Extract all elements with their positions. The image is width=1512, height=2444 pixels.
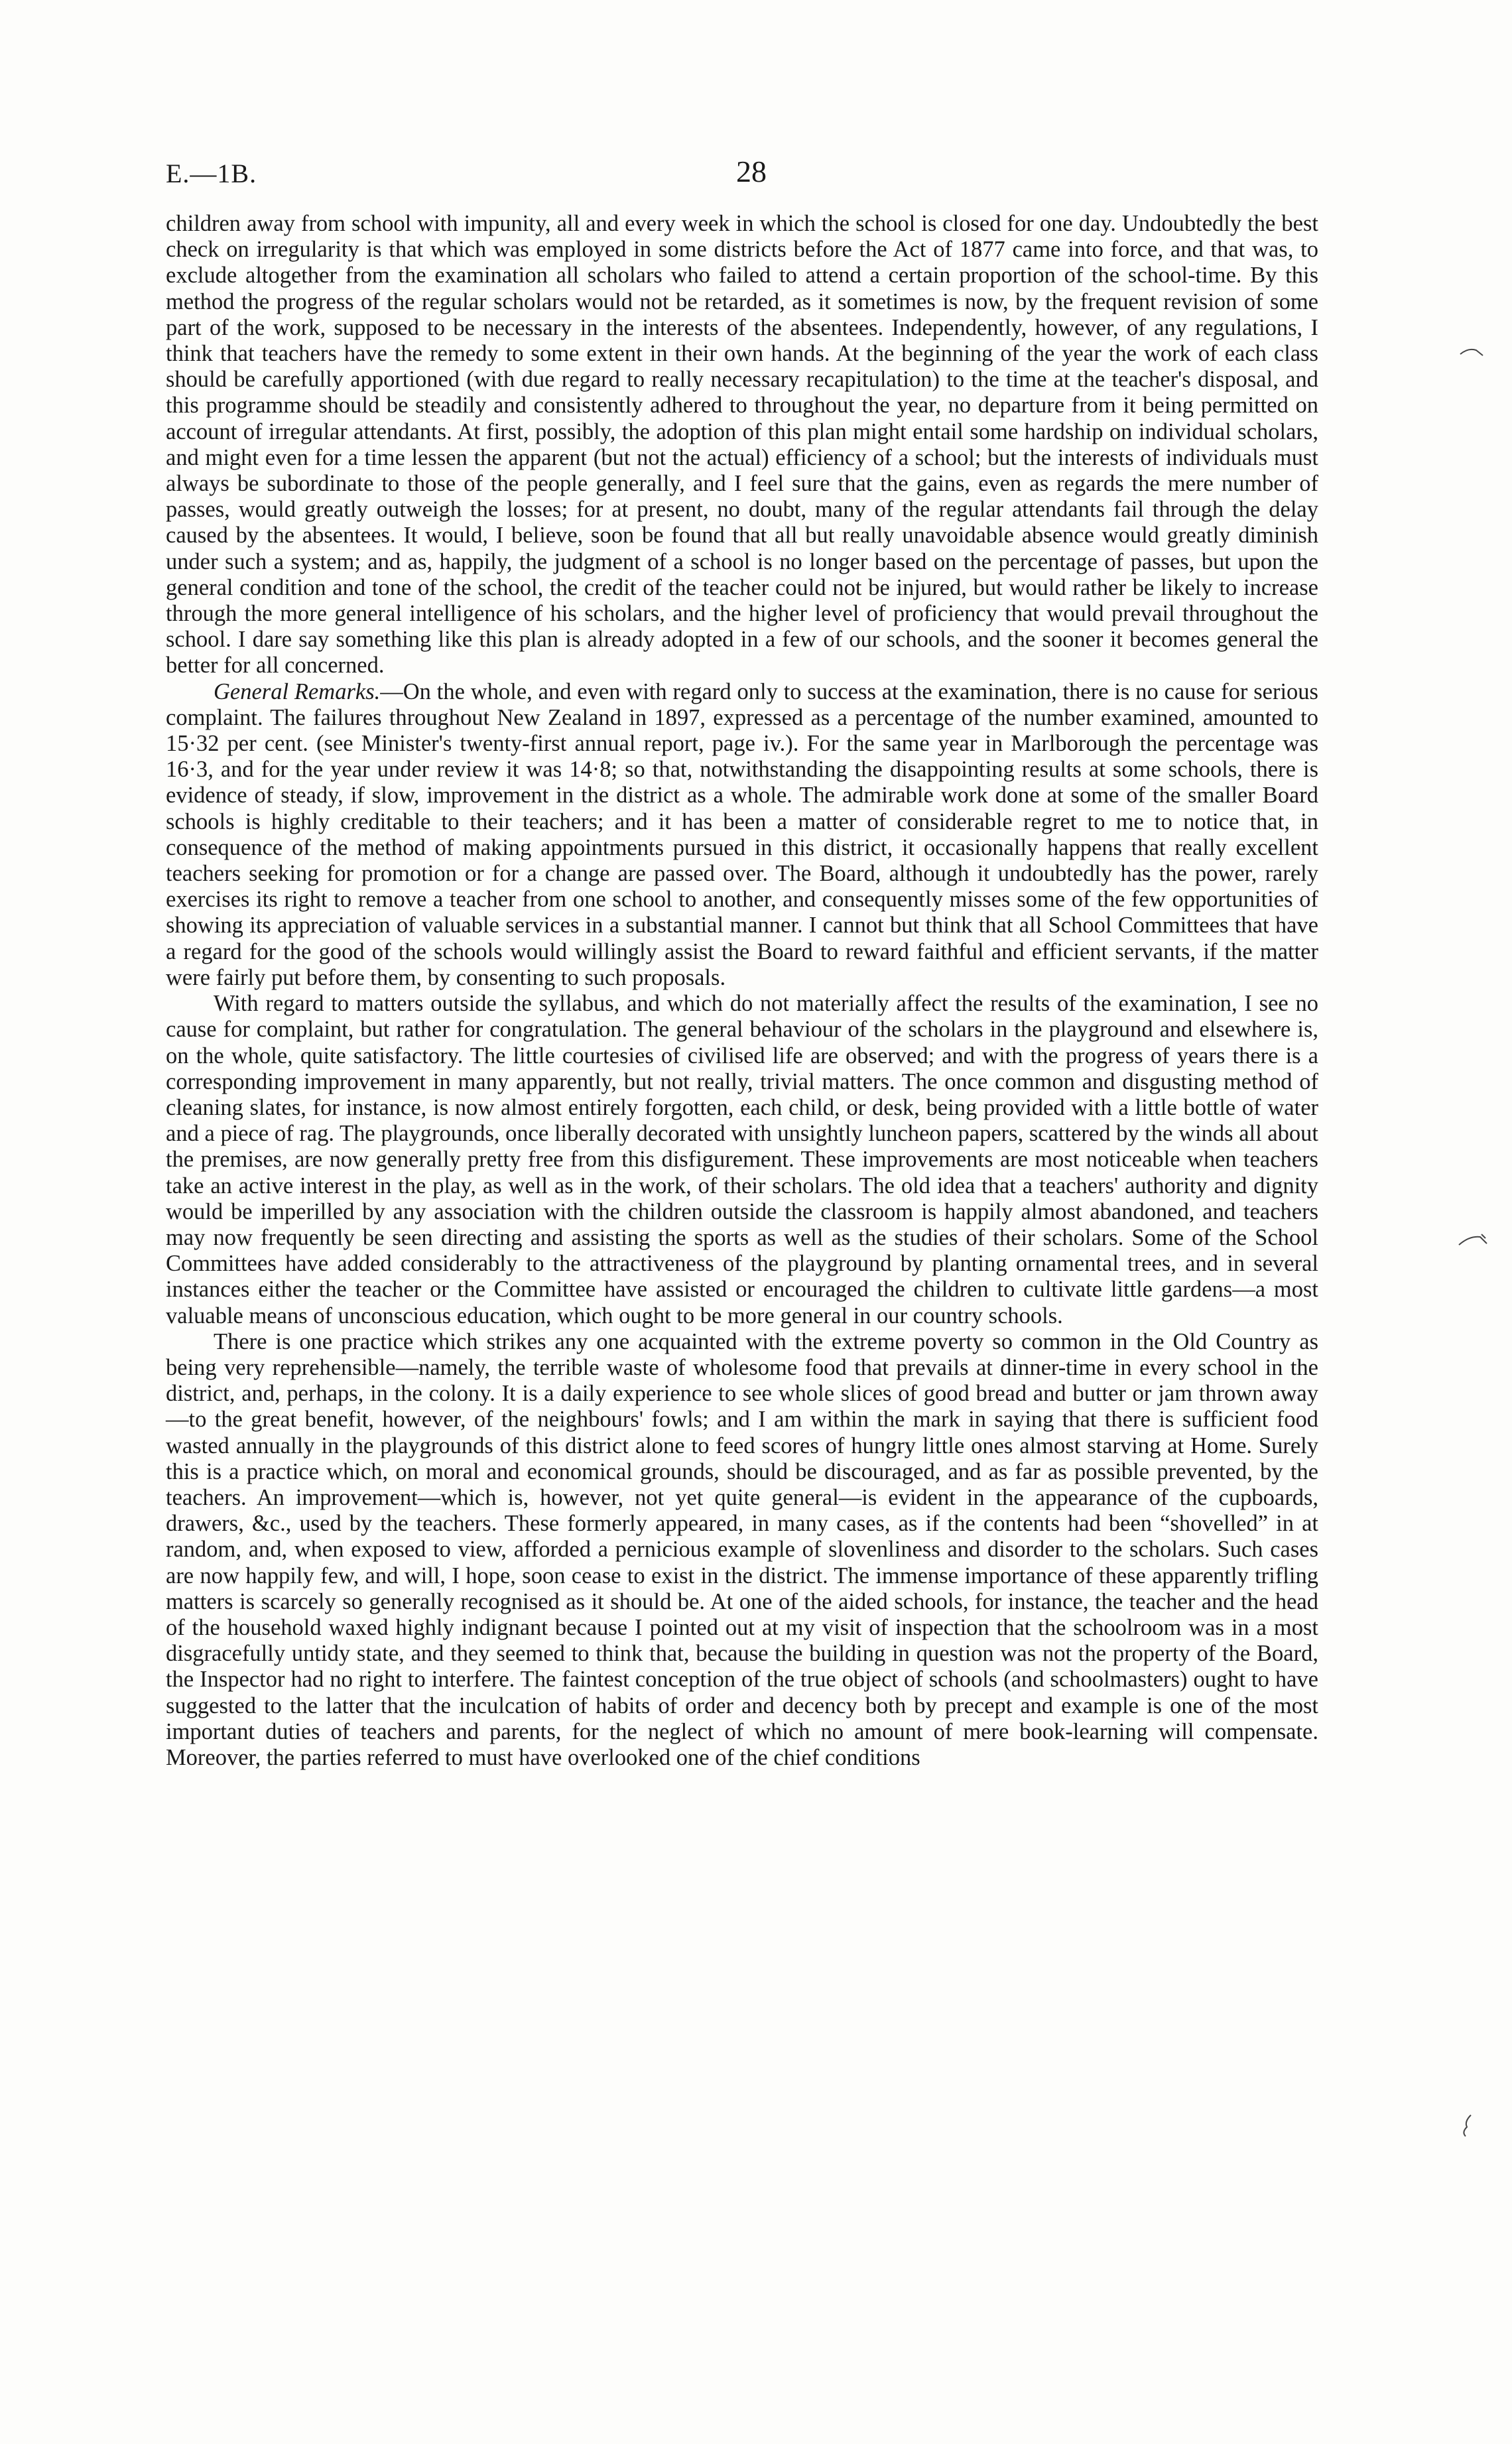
paragraph-syllabus: With regard to matters outside the syllabus, and which do not materially affect the results of the examination, I see no cause for complaint, but rather for congratulation. The general behaviour of the scholars in the playground and elsewhere is, on the whole, quite satisfactory. The little courtesies of civilised life are observed; and with the progress of years there is a corresponding improvement in many apparently, but not really, trivial matters. The once common and disgusting method of cleaning slates, for instance, is now almost entirely forgotten, each child, or desk, being provided with a little bottle of water and a piece of rag. The playgrounds, once liberally decorated with unsightly luncheon papers, scattered by the winds all about the premises, are now generally pretty free from this disfigurement. These improvements are most noticeable when teachers take an active interest in the play, as well as in the work, of their scholars. The old idea that a teachers' authority and dignity would be imperilled by any association with the children outside the classroom is happily almost abandoned, and teachers may now frequently be seen directing and assisting the sports as well as the studies of their scholars. Some of the School Committees have added considerably to the attractiveness of the playground by planting ornamental trees, and in several instances either the teacher or the Committee have assisted or encouraged the children to cultivate little gardens—a most valuable means of unconscious education, which ought to be more general in our country schools. xyxy=(166,991,1318,1328)
paragraph-continuation: children away from school with impunity, all and every week in which the school is closed for one day. Undoubtedly the best check on irregularity is that which was employed in some districts before the Act of 1877 came into force, and that was, to exclude altogether from the examination all scholars who failed to attend a certain proportion of the school-time. By this method the progress of the regular scholars would not be retarded, as it sometimes is now, by the frequent revision of some part of the work, supposed to be necessary in the interests of the absentees. Independently, however, of any regulations, I think that teachers have the remedy to some extent in their own hands. At the beginning of the year the work of each class should be carefully apportioned (with due regard to really necessary recapitulation) to the time at the teacher's disposal, and this programme should be steadily and consistently adhered to throughout the year, no departure from it being permitted on account of irregular attendants. At first, possibly, the adoption of this plan might entail some hardship on individual scholars, and might even for a time lessen the apparent (but not the actual) efficiency of a school; but the interests of individuals must always be subordinate to those of the people generally, and I feel sure that the gains, even as regards the mere number of passes, would greatly outweigh the losses; for at present, no doubt, many of the regular attendants fail through the delay caused by the absentees. It would, I believe, soon be found that all but really unavoidable absence would greatly diminish under such a system; and as, happily, the judgment of a school is no longer based on the percentage of passes, but upon the general condition and tone of the school, the credit of the teacher could not be injured, but would rather be likely to increase through the more general intelligence of his scholars, and the higher level of proficiency that would prevail throughout the school. I dare say something like this plan is already adopted in a few of our schools, and the sooner it becomes general the better for all concerned. xyxy=(166,211,1318,678)
margin-mark-icon xyxy=(1459,345,1485,358)
margin-mark-icon xyxy=(1459,2112,1475,2139)
paragraph-general-remarks xyxy=(166,679,1318,991)
document-reference: E.—1B. xyxy=(166,159,257,188)
paragraph-food-waste: There is one practice which strikes any one acquainted with the extreme poverty so common in the Old Country as being very reprehensible—namely, the terrible waste of wholesome food that prevails at dinner-time in every school in the district, and, perhaps, in the colony. It is a daily experience to see whole slices of good bread and butter or jam thrown away—to the great benefit, however, of the neighbours' fowls; and I am within the mark in saying that there is sufficient food wasted annually in the playgrounds of this district alone to feed scores of hungry little ones almost starving at Home. Surely this is a practice which, on moral and economical grounds, should be discouraged, and as far as possible prevented, by the teachers. An improvement—which is, however, not yet quite general—is evident in the appearance of the cupboards, drawers, &c., used by the teachers. These formerly appeared, in many cases, as if the contents had been “shovelled” in at random, and, when exposed to view, afforded a pernicious example of slovenliness and disorder to the scholars. Such cases are now happily few, and will, I hope, soon cease to exist in the district. The immense importance of these apparently trifling matters is scarcely so generally recognised as it should be. At one of the aided schools, for instance, the teacher and the head of the household waxed highly indignant because I pointed out at my visit of inspection that the schoolroom was in a most disgracefully untidy state, and they seemed to think that, because the building in question was not the property of the Board, the Inspector had no right to interfere. The faintest conception of the true object of schools (and schoolmasters) ought to have suggested to the latter that the inculcation of habits of order and decency both by precept and example is one of the most important duties of teachers and parents, for the neglect of which no amount of mere book-learning will compensate. Moreover, the parties referred to must have overlooked one of the chief conditions xyxy=(166,1328,1318,1770)
section-label: General Remarks. xyxy=(214,678,381,704)
margin-mark-icon xyxy=(1458,1230,1489,1250)
page-header xyxy=(166,155,1320,204)
body-text xyxy=(166,211,1318,1771)
page-number: 28 xyxy=(736,155,767,188)
paragraph-text: —On the whole, and even with regard only to success at the examination, there is no cause for serious complaint. The failures throughout New Zealand in 1897, expressed as a percentage of the number examined, amounted to 15·32 per cent. (see Minister's twenty-first annual report, page iv.). For the same year in Marlborough the percentage was 16·3, and for the year under review it was 14·8; so that, notwithstanding the disappointing results at some schools, there is evidence of steady, if slow, improvement in the district as a whole. The admirable work done at some of the smaller Board schools is highly creditable to their teachers; and it has been a matter of considerable regret to me to notice that, in consequence of the method of making appointments pursued in this district, it occasionally happens that really excellent teachers seeking for promotion or for a change are passed over. The Board, although it undoubtedly has the power, rarely exercises its right to remove a teacher from one school to another, and consequently misses some of the few opportunities of showing its appreciation of valuable services in a substantial manner. I cannot but think that all School Committees that have a regard for the good of the schools would willingly assist the Board to reward faithful and efficient servants, if the matter were fairly put before them, by consenting to such proposals. xyxy=(166,678,1318,990)
